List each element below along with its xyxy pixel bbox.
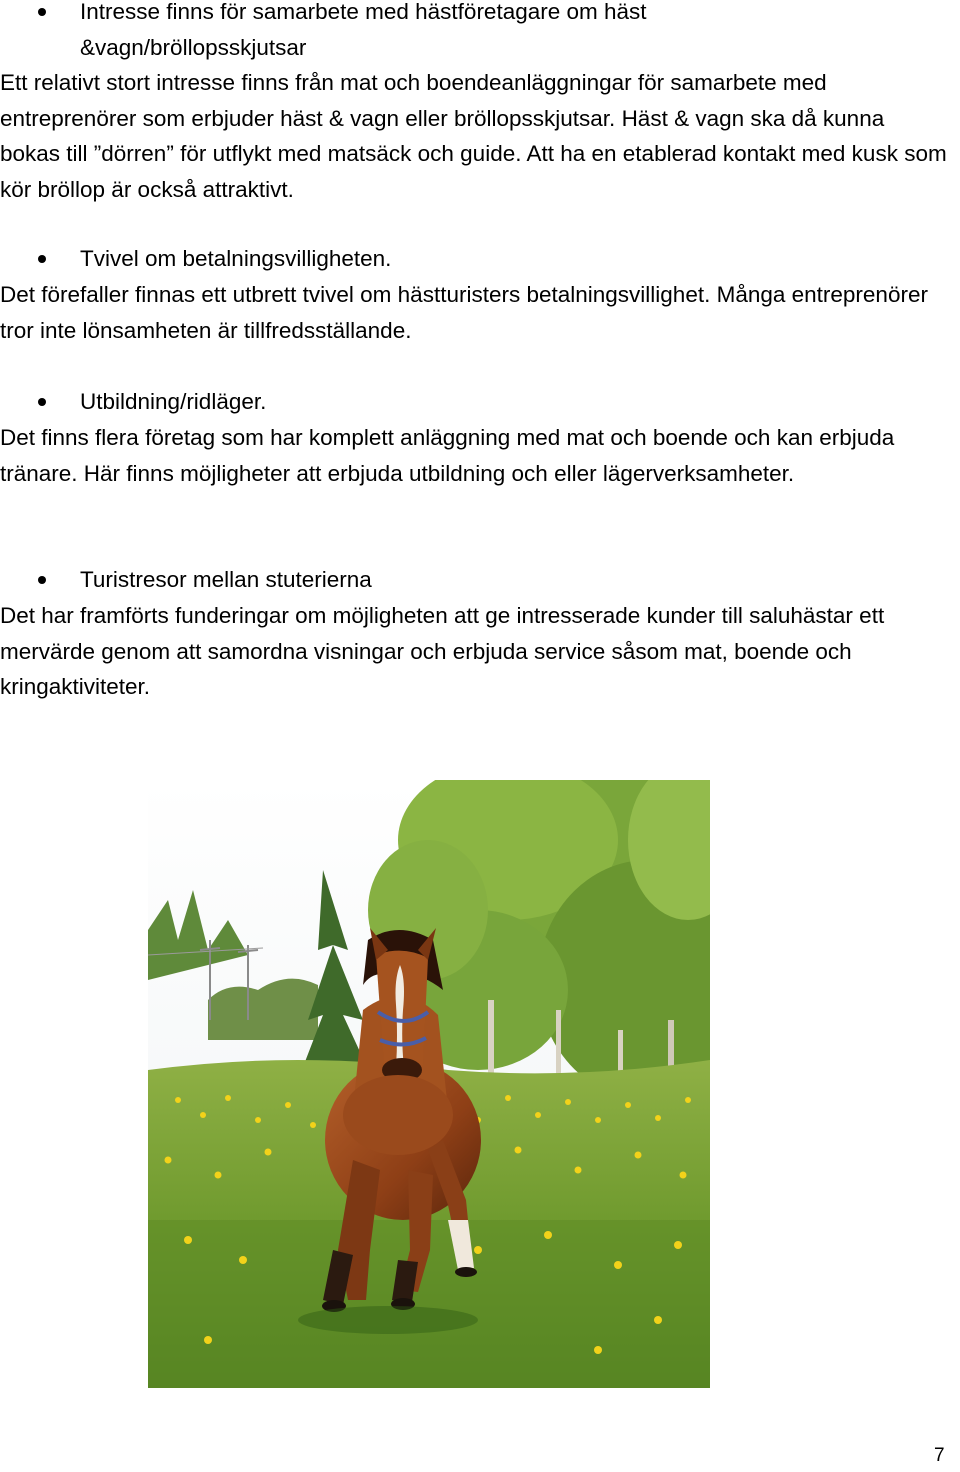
bullet-heading: Intresse finns för samarbete med hästföretagare om häst — [80, 0, 647, 24]
section-stud-tours — [0, 562, 960, 705]
section-paragraph: Det har framförts funderingar om möjligheten att ge intresserade kunder till saluhästar ett mervärde genom att samordna visningar och erbjuda service såsom mat, boende och kringaktiviteter. — [0, 603, 885, 699]
section-horse-carriage — [0, 0, 960, 207]
bullet-item — [0, 0, 960, 30]
horse-photo — [148, 780, 710, 1388]
bullet-item — [0, 562, 960, 598]
section-paragraph: Ett relativt stort intresse finns från mat och boendeanläggningar för samarbete med entreprenörer som erbjuder häst & vagn eller bröllopsskjutsar. Häst & vagn ska då kunna bokas till ”dörren” för utflykt med matsäck och guide. Att ha en etablerad kontakt med kusk som kör bröllop är också attraktivt. — [0, 70, 947, 202]
section-paragraph: Det finns flera företag som har komplett anläggning med mat och boende och kan erbjuda tränare. Här finns möjligheter att erbjuda utbildning och eller lägerverksamheter. — [0, 425, 895, 486]
bullet-dot-icon — [38, 576, 46, 584]
bullet-item — [0, 384, 960, 420]
horse-photo-illustration — [148, 780, 710, 1388]
section-payment-willingness — [0, 241, 960, 348]
bullet-dot-icon — [38, 398, 46, 406]
bullet-dot-icon — [38, 8, 46, 16]
page-number: 7 — [934, 1445, 945, 1466]
section-paragraph: Det förefaller finnas ett utbrett tvivel om hästturisters betalningsvillighet. Många entreprenörer tror inte lönsamheten är tillfredsställande. — [0, 282, 928, 343]
section-training-camps — [0, 384, 960, 491]
bullet-item — [0, 241, 960, 277]
bullet-heading: Utbildning/ridläger. — [80, 389, 267, 414]
bullet-dot-icon — [38, 255, 46, 263]
bullet-heading-continuation: &vagn/bröllopsskjutsar — [80, 35, 307, 60]
bullet-heading: Turistresor mellan stuterierna — [80, 567, 372, 592]
bullet-heading: Tvivel om betalningsvilligheten. — [80, 246, 392, 271]
